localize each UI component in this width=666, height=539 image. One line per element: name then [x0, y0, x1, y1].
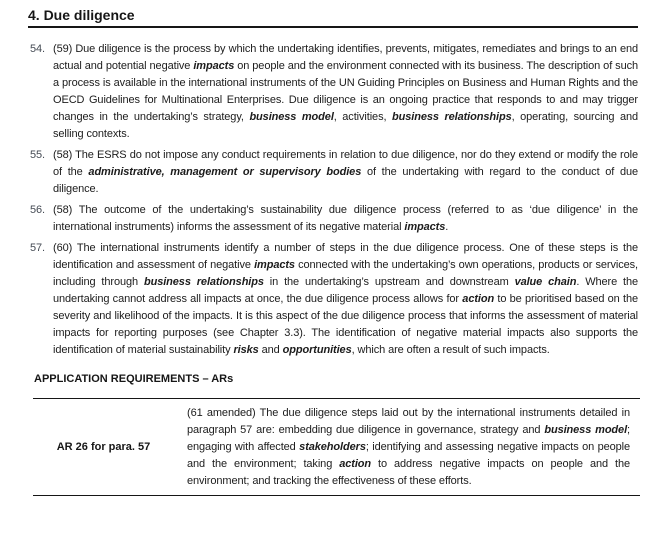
text-segment: ; engaging with affected	[187, 424, 630, 453]
paragraph-body	[53, 204, 638, 233]
text-segment: (58) The outcome of the undertaking’s sustainability due diligence process (referred to as ‘due diligence’ in the international instruments) informs the assessment of its negative material	[53, 204, 638, 233]
paragraph-number: 54.	[30, 43, 45, 55]
ar-row-label: AR 26 for para. 57	[56, 441, 151, 453]
text-segment: connected with the undertaking’s own operations, products or services, including through	[53, 259, 638, 288]
emphasized-term: impacts	[404, 221, 446, 233]
text-segment: . Where the undertaking cannot address all impacts at once, the due diligence process allows for	[53, 276, 638, 305]
emphasized-term: opportunities	[282, 344, 352, 356]
text-segment: , operating, sourcing and selling contexts.	[53, 111, 638, 140]
emphasized-term: impacts	[254, 259, 295, 271]
paragraph-55	[30, 147, 638, 198]
text-segment: of the undertaking with regard to the conduct of due diligence.	[53, 166, 639, 195]
text-segment: (60) The international instruments identify a number of steps in the due diligence process. One of these steps is the identification and assessment of negative	[53, 242, 638, 271]
text-segment: (59) Due diligence is the process by which the undertaking identifies, prevents, mitigates, remediates and brings to an end actual and potential negative	[53, 43, 638, 72]
emphasized-term: impacts	[193, 60, 235, 72]
application-requirements-heading: APPLICATION REQUIREMENTS – ARs	[34, 373, 234, 385]
emphasized-term: risks	[233, 344, 259, 356]
text-segment: (61 amended) The due diligence steps laid out by the international instruments detailed in paragraph 57 are: embedding due diligence in governance, strategy and	[187, 407, 630, 436]
paragraph-list	[28, 41, 638, 359]
paragraph-54	[30, 41, 638, 143]
text-segment: (58) The ESRS do not impose any conduct requirements in relation to due diligence, nor do they extend or modify the role of the	[53, 149, 638, 178]
paragraph-body	[53, 242, 638, 356]
ar-row-content	[174, 399, 640, 496]
paragraph-number: 56.	[30, 204, 45, 216]
emphasized-term: business model	[249, 111, 334, 123]
paragraph-number: 55.	[30, 149, 45, 161]
text-segment: , which are often a result of such impacts.	[351, 344, 550, 356]
emphasized-term: action	[462, 293, 495, 305]
table-row	[33, 399, 640, 496]
emphasized-term: administrative, management or supervisory bodies	[88, 166, 362, 178]
ar-table	[33, 398, 640, 496]
text-segment: to address negative impacts on people and the environment; and tracking the effectiveness of these efforts.	[187, 458, 631, 487]
text-segment: to be prioritised based on the severity and likelihood of the impacts. It is this aspect of the due diligence process that informs the assessment of material impacts for reporting purposes (see Chapter 3.3). The identification of negative material impacts also supports the identification of material sustainability	[53, 293, 638, 356]
text-segment: .	[445, 221, 449, 233]
text-segment: , activities,	[333, 111, 392, 123]
text-segment: and	[258, 344, 283, 356]
paragraph-57	[30, 240, 638, 359]
text-segment: on people and the environment connected with its business. The description of such a process is available in the international instruments of the UN Guiding Principles on Business and Human Rights and the OECD Guidelines for Multinational Enterprises. Due diligence is an ongoing practice that responds to and may trigger changes in the undertaking’s strategy,	[53, 60, 639, 123]
paragraph-number: 57.	[30, 242, 45, 254]
emphasized-term: value chain	[514, 276, 577, 288]
paragraph-56	[30, 202, 638, 236]
section-heading: 4. Due diligence	[28, 7, 638, 28]
emphasized-term: business model	[544, 424, 628, 436]
emphasized-term: stakeholders	[299, 441, 366, 453]
paragraph-body	[53, 149, 638, 195]
paragraph-body	[53, 43, 638, 140]
text-segment: ; identifying and assessing negative impacts on people and the environment; taking	[187, 441, 631, 470]
emphasized-term: action	[339, 458, 372, 470]
emphasized-term: business relationships	[392, 111, 512, 123]
text-segment: in the undertaking’s upstream and downstream	[263, 276, 515, 288]
emphasized-term: business relationships	[143, 276, 264, 288]
